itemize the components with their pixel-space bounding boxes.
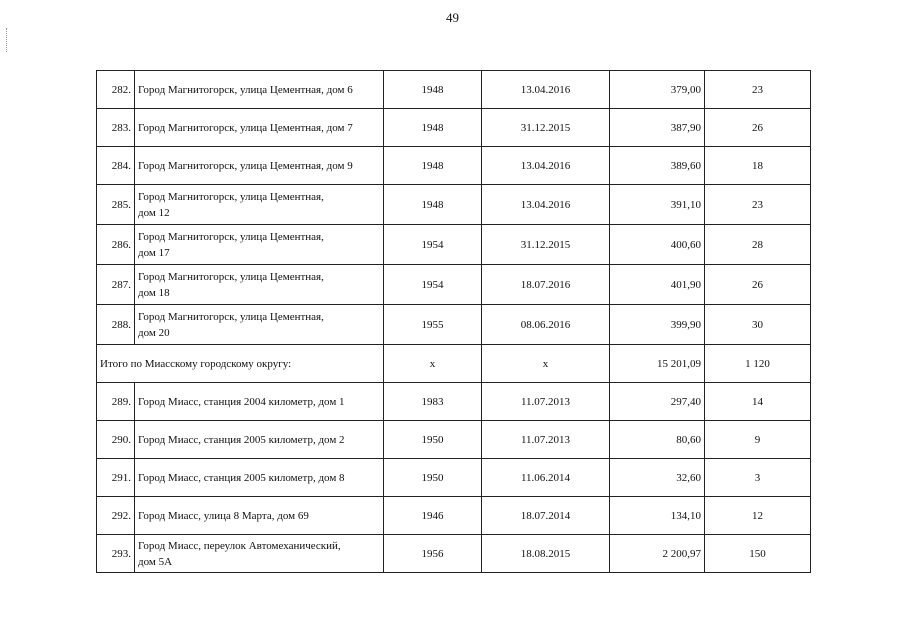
row-date: 13.04.2016 xyxy=(482,71,610,109)
total-date: х xyxy=(482,345,610,383)
row-year: 1954 xyxy=(384,265,482,305)
row-year: 1950 xyxy=(384,421,482,459)
row-residents: 18 xyxy=(705,147,811,185)
row-number: 285. xyxy=(97,185,135,225)
row-number: 290. xyxy=(97,421,135,459)
row-residents: 12 xyxy=(705,497,811,535)
row-number: 287. xyxy=(97,265,135,305)
total-residents: 1 120 xyxy=(705,345,811,383)
address-line-1: Город Магнитогорск, улица Цементная, xyxy=(138,230,324,243)
row-date: 08.06.2016 xyxy=(482,305,610,345)
row-year: 1946 xyxy=(384,497,482,535)
address-line-1: Город Миасс, переулок Автомеханический, xyxy=(138,539,341,552)
row-area: 2 200,97 xyxy=(610,535,705,573)
row-date: 11.07.2013 xyxy=(482,421,610,459)
total-label: Итого по Миасскому городскому округу: xyxy=(97,345,384,383)
row-date: 18.07.2014 xyxy=(482,497,610,535)
row-area: 134,10 xyxy=(610,497,705,535)
table-row xyxy=(97,265,811,305)
row-area: 389,60 xyxy=(610,147,705,185)
row-area: 379,00 xyxy=(610,71,705,109)
table-row xyxy=(97,305,811,345)
table-row xyxy=(97,535,811,573)
margin-marks xyxy=(6,28,9,52)
row-area: 387,90 xyxy=(610,109,705,147)
row-year: 1950 xyxy=(384,459,482,497)
row-address: Город Миасс, станция 2004 километр, дом 1 xyxy=(135,383,384,421)
row-residents: 9 xyxy=(705,421,811,459)
row-number: 283. xyxy=(97,109,135,147)
table-row xyxy=(97,185,811,225)
row-area: 391,10 xyxy=(610,185,705,225)
row-address xyxy=(135,225,384,265)
row-year: 1948 xyxy=(384,109,482,147)
address-line-2: дом 20 xyxy=(138,326,170,339)
table-row xyxy=(97,109,811,147)
table-row xyxy=(97,497,811,535)
row-year: 1948 xyxy=(384,147,482,185)
row-year: 1955 xyxy=(384,305,482,345)
total-row xyxy=(97,345,811,383)
row-area: 401,90 xyxy=(610,265,705,305)
row-residents: 26 xyxy=(705,265,811,305)
row-number: 291. xyxy=(97,459,135,497)
row-address xyxy=(135,265,384,305)
address-line-2: дом 12 xyxy=(138,206,170,219)
address-line-1: Город Магнитогорск, улица Цементная, xyxy=(138,310,324,323)
row-residents: 28 xyxy=(705,225,811,265)
row-date: 18.08.2015 xyxy=(482,535,610,573)
table-row xyxy=(97,421,811,459)
row-residents: 23 xyxy=(705,185,811,225)
row-area: 80,60 xyxy=(610,421,705,459)
row-date: 18.07.2016 xyxy=(482,265,610,305)
table-row xyxy=(97,71,811,109)
row-number: 288. xyxy=(97,305,135,345)
page-number: 49 xyxy=(446,10,459,25)
row-residents: 26 xyxy=(705,109,811,147)
row-address: Город Магнитогорск, улица Цементная, дом 7 xyxy=(135,109,384,147)
housing-registry-table xyxy=(96,70,811,573)
row-number: 293. xyxy=(97,535,135,573)
row-number: 289. xyxy=(97,383,135,421)
row-year: 1948 xyxy=(384,185,482,225)
row-address xyxy=(135,535,384,573)
row-residents: 3 xyxy=(705,459,811,497)
row-address: Город Миасс, улица 8 Марта, дом 69 xyxy=(135,497,384,535)
row-residents: 23 xyxy=(705,71,811,109)
row-year: 1956 xyxy=(384,535,482,573)
total-year: х xyxy=(384,345,482,383)
row-year: 1954 xyxy=(384,225,482,265)
address-line-1: Город Магнитогорск, улица Цементная, xyxy=(138,190,324,203)
table-row xyxy=(97,459,811,497)
row-area: 297,40 xyxy=(610,383,705,421)
row-address xyxy=(135,305,384,345)
row-address: Город Миасс, станция 2005 километр, дом 8 xyxy=(135,459,384,497)
row-year: 1983 xyxy=(384,383,482,421)
address-line-2: дом 5А xyxy=(138,555,173,568)
row-residents: 150 xyxy=(705,535,811,573)
row-address: Город Миасс, станция 2005 километр, дом 2 xyxy=(135,421,384,459)
row-address: Город Магнитогорск, улица Цементная, дом 6 xyxy=(135,71,384,109)
row-area: 400,60 xyxy=(610,225,705,265)
row-date: 11.07.2013 xyxy=(482,383,610,421)
address-line-2: дом 18 xyxy=(138,286,170,299)
total-area: 15 201,09 xyxy=(610,345,705,383)
table-row xyxy=(97,383,811,421)
row-date: 31.12.2015 xyxy=(482,225,610,265)
row-year: 1948 xyxy=(384,71,482,109)
row-area: 399,90 xyxy=(610,305,705,345)
row-date: 13.04.2016 xyxy=(482,147,610,185)
row-address: Город Магнитогорск, улица Цементная, дом 9 xyxy=(135,147,384,185)
row-residents: 30 xyxy=(705,305,811,345)
row-number: 292. xyxy=(97,497,135,535)
row-residents: 14 xyxy=(705,383,811,421)
address-line-2: дом 17 xyxy=(138,246,170,259)
row-number: 282. xyxy=(97,71,135,109)
row-address xyxy=(135,185,384,225)
table-row xyxy=(97,147,811,185)
row-date: 11.06.2014 xyxy=(482,459,610,497)
row-date: 31.12.2015 xyxy=(482,109,610,147)
table-row xyxy=(97,225,811,265)
row-number: 284. xyxy=(97,147,135,185)
address-line-1: Город Магнитогорск, улица Цементная, xyxy=(138,270,324,283)
row-date: 13.04.2016 xyxy=(482,185,610,225)
row-number: 286. xyxy=(97,225,135,265)
row-area: 32,60 xyxy=(610,459,705,497)
